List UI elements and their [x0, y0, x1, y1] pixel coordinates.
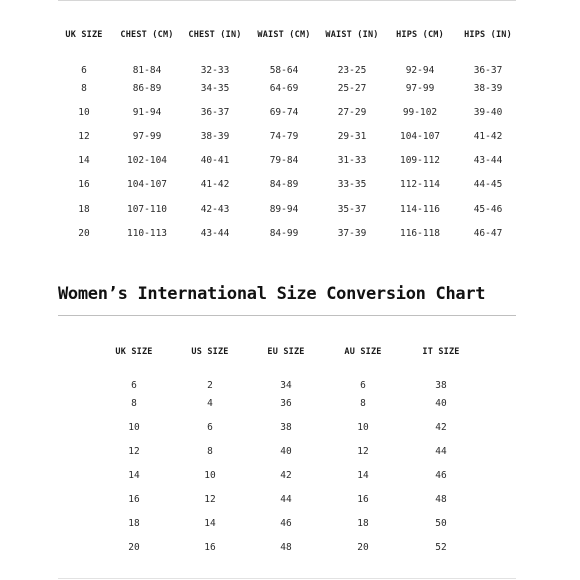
table-cell: 41-42: [473, 130, 503, 142]
table-cell: 48: [280, 542, 292, 554]
header-waist-cm: WAIST (CM): [257, 30, 311, 40]
table-cell: 29-31: [337, 130, 367, 142]
table-cell: 104-107: [399, 130, 441, 142]
table-cell: 8: [360, 397, 366, 409]
table-cell: 16: [357, 493, 369, 505]
table-cell: 10: [128, 421, 140, 433]
table-row: [54, 149, 522, 173]
table-cell: 12: [78, 130, 90, 142]
table-cell: 42-43: [200, 203, 230, 215]
table-cell: 116-118: [399, 227, 441, 239]
table-cell: 31-33: [337, 155, 367, 167]
size-conversion-table: [96, 340, 480, 560]
header-hips-cm: HIPS (CM): [396, 30, 444, 40]
table-cell: 97-99: [132, 130, 162, 142]
table-cell: 43-44: [473, 155, 503, 167]
table-cell: 102-104: [126, 155, 168, 167]
table-cell: 34: [280, 380, 292, 391]
table-cell: 8: [207, 445, 213, 457]
header-eu-size: EU SIZE: [267, 347, 305, 357]
table-row: [54, 197, 522, 221]
table-cell: 16: [78, 179, 90, 191]
table-cell: 112-114: [399, 179, 441, 191]
table-cell: 110-113: [126, 227, 168, 239]
table-cell: 6: [360, 380, 366, 391]
header-uk-size: UK SIZE: [115, 347, 153, 357]
table-cell: 4: [207, 397, 213, 409]
table-cell: 25-27: [337, 82, 367, 94]
table-cell: 38-39: [473, 82, 503, 94]
table-cell: 74-79: [269, 130, 299, 142]
table-cell: 50: [435, 518, 447, 530]
table-cell: 91-94: [132, 106, 162, 118]
table-row: [96, 463, 480, 487]
table-cell: 18: [128, 518, 140, 530]
table-cell: 10: [78, 106, 90, 118]
table-row: [54, 124, 522, 148]
header-chest-in: CHEST (IN): [188, 30, 242, 40]
table-cell: 84-99: [269, 227, 299, 239]
table-row: [54, 100, 522, 124]
table-cell: 86-89: [132, 82, 162, 94]
table-cell: 40-41: [200, 155, 230, 167]
table-cell: 64-69: [269, 82, 299, 94]
table-cell: 44: [435, 445, 447, 457]
table-cell: 46-47: [473, 227, 503, 239]
table-cell: 114-116: [399, 203, 441, 215]
table-cell: 14: [357, 469, 369, 481]
header-au-size: AU SIZE: [344, 347, 382, 357]
table-cell: 44: [280, 493, 292, 505]
table-cell: 84-89: [269, 179, 299, 191]
table-row: [54, 76, 522, 100]
table-row: [54, 173, 522, 197]
table-cell: 18: [78, 203, 90, 215]
conversion-chart-title: Women’s International Size Conversion Chart: [58, 284, 486, 304]
header-hips-in: HIPS (IN): [464, 30, 512, 40]
table-cell: 52: [435, 542, 447, 554]
table-cell: 46: [280, 518, 292, 530]
table-cell: 99-102: [402, 106, 438, 118]
table-cell: 97-99: [405, 82, 435, 94]
table-row: [96, 364, 480, 391]
table-row: [96, 439, 480, 463]
table-cell: 89-94: [269, 203, 299, 215]
table-cell: 2: [207, 380, 213, 391]
top-divider: [58, 0, 516, 1]
table-cell: 81-84: [132, 65, 162, 76]
table-cell: 38: [435, 380, 447, 391]
table-cell: 36-37: [473, 65, 503, 76]
table-header-row: [54, 23, 522, 47]
table-cell: 109-112: [399, 155, 441, 167]
bottom-divider: [58, 578, 516, 579]
table-cell: 107-110: [126, 203, 168, 215]
table-cell: 36: [280, 397, 292, 409]
table-cell: 10: [204, 469, 216, 481]
table-cell: 43-44: [200, 227, 230, 239]
title-divider: [58, 315, 516, 316]
table-cell: 92-94: [405, 65, 435, 76]
table-row: [54, 221, 522, 245]
body-measurements-table: [54, 23, 522, 245]
table-row: [96, 487, 480, 511]
header-chest-cm: CHEST (CM): [120, 30, 174, 40]
table-cell: 6: [131, 380, 137, 391]
table-cell: 8: [131, 397, 137, 409]
table-cell: 23-25: [337, 65, 367, 76]
table-cell: 14: [78, 155, 90, 167]
table-cell: 14: [128, 469, 140, 481]
table-cell: 42: [280, 469, 292, 481]
table-cell: 46: [435, 469, 447, 481]
table-cell: 10: [357, 421, 369, 433]
table-cell: 38: [280, 421, 292, 433]
table-cell: 18: [357, 518, 369, 530]
table-cell: 27-29: [337, 106, 367, 118]
table-cell: 39-40: [473, 106, 503, 118]
table-cell: 12: [204, 493, 216, 505]
table-cell: 79-84: [269, 155, 299, 167]
table-cell: 36-37: [200, 106, 230, 118]
table-cell: 45-46: [473, 203, 503, 215]
table-cell: 34-35: [200, 82, 230, 94]
table-row: [96, 415, 480, 439]
header-uk-size: UK SIZE: [65, 30, 103, 40]
table-cell: 14: [204, 518, 216, 530]
header-us-size: US SIZE: [191, 347, 229, 357]
table-cell: 20: [78, 227, 90, 239]
table-cell: 44-45: [473, 179, 503, 191]
table-cell: 12: [357, 445, 369, 457]
table-cell: 32-33: [200, 65, 230, 76]
header-waist-in: WAIST (IN): [325, 30, 379, 40]
table-cell: 38-39: [200, 130, 230, 142]
table-cell: 6: [81, 65, 87, 76]
table-cell: 48: [435, 493, 447, 505]
table-row: [54, 47, 522, 76]
table-cell: 16: [128, 493, 140, 505]
table-cell: 33-35: [337, 179, 367, 191]
table-cell: 40: [280, 445, 292, 457]
table-cell: 58-64: [269, 65, 299, 76]
table-cell: 41-42: [200, 179, 230, 191]
table-cell: 20: [357, 542, 369, 554]
table-cell: 69-74: [269, 106, 299, 118]
table-row: [96, 391, 480, 415]
table-header-row: [96, 340, 480, 364]
table-cell: 35-37: [337, 203, 367, 215]
table-cell: 20: [128, 542, 140, 554]
table-cell: 8: [81, 82, 87, 94]
table-cell: 6: [207, 421, 213, 433]
table-cell: 104-107: [126, 179, 168, 191]
table-cell: 42: [435, 421, 447, 433]
table-cell: 16: [204, 542, 216, 554]
table-cell: 12: [128, 445, 140, 457]
table-row: [96, 511, 480, 535]
header-it-size: IT SIZE: [422, 347, 460, 357]
table-cell: 37-39: [337, 227, 367, 239]
table-cell: 40: [435, 397, 447, 409]
table-row: [96, 536, 480, 560]
